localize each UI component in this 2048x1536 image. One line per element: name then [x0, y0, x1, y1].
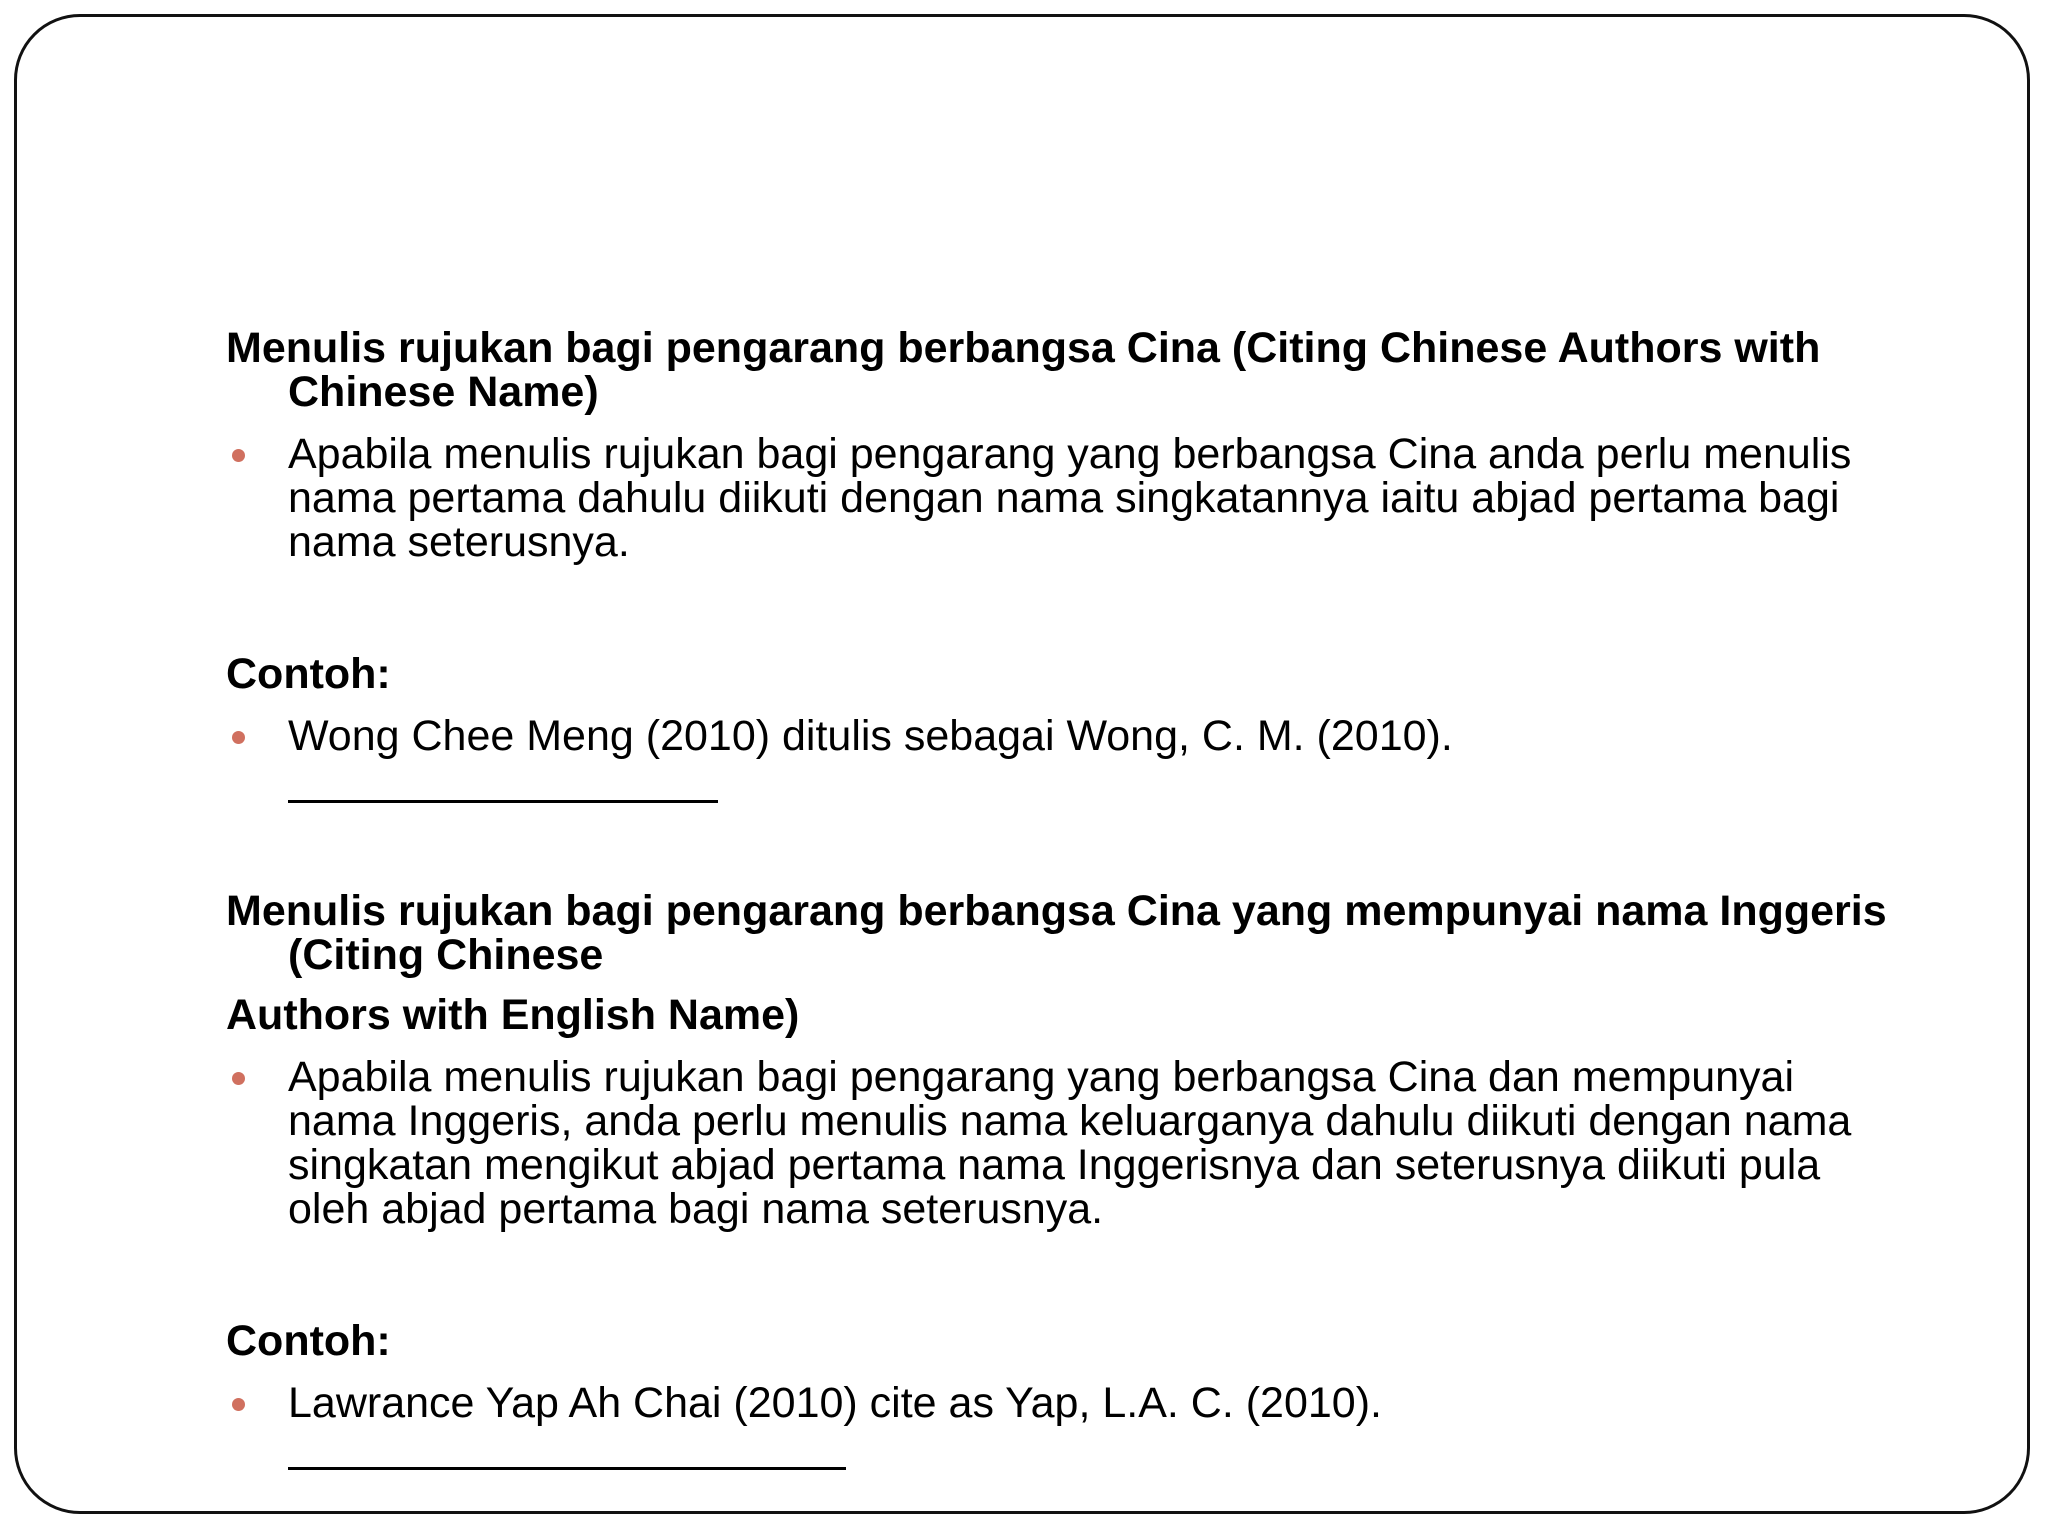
bullet-item — [226, 432, 1906, 564]
example-item — [226, 1381, 1906, 1425]
bullet-dot-icon — [232, 1398, 245, 1411]
example-label: Contoh: — [226, 650, 391, 698]
section-heading-chinese-name: Menulis rujukan bagi pengarang berbangsa Cina (Citing Chinese Authors with Chinese Name) — [226, 324, 1821, 416]
section-heading-english-name: Menulis rujukan bagi pengarang berbangsa Cina yang mempunyai nama Inggeris (Citing Chinese — [226, 887, 1887, 979]
underline-rule — [288, 1467, 846, 1470]
bullet-dot-icon — [232, 1072, 245, 1085]
bullet-item — [226, 1055, 1906, 1231]
bullet-text: Apabila menulis rujukan bagi pengarang yang berbangsa Cina dan mempunyai nama Inggeris, anda perlu menulis nama keluarganya dahulu diikuti dengan nama singkatan mengikut abjad pertama nama Inggerisnya dan seterusnya diikuti pula oleh abjad pertama bagi nama seterusnya. — [288, 1053, 1852, 1233]
bullet-text: Apabila menulis rujukan bagi pengarang yang berbangsa Cina anda perlu menulis nama pertama dahulu diikuti dengan nama singkatannya iaitu abjad pertama bagi nama seterusnya. — [288, 430, 1852, 566]
section-heading-continuation: Authors with English Name) — [226, 991, 800, 1039]
example-item — [226, 714, 1906, 758]
example-text: Wong Chee Meng (2010) ditulis sebagai Wong, C. M. (2010). — [288, 712, 1453, 760]
example-text: Lawrance Yap Ah Chai (2010) cite as Yap, L.A. C. (2010). — [288, 1379, 1382, 1427]
slide-content — [226, 326, 1906, 1470]
bullet-dot-icon — [232, 449, 245, 462]
underline-rule — [288, 800, 718, 803]
example-label: Contoh: — [226, 1317, 391, 1365]
bullet-dot-icon — [232, 731, 245, 744]
